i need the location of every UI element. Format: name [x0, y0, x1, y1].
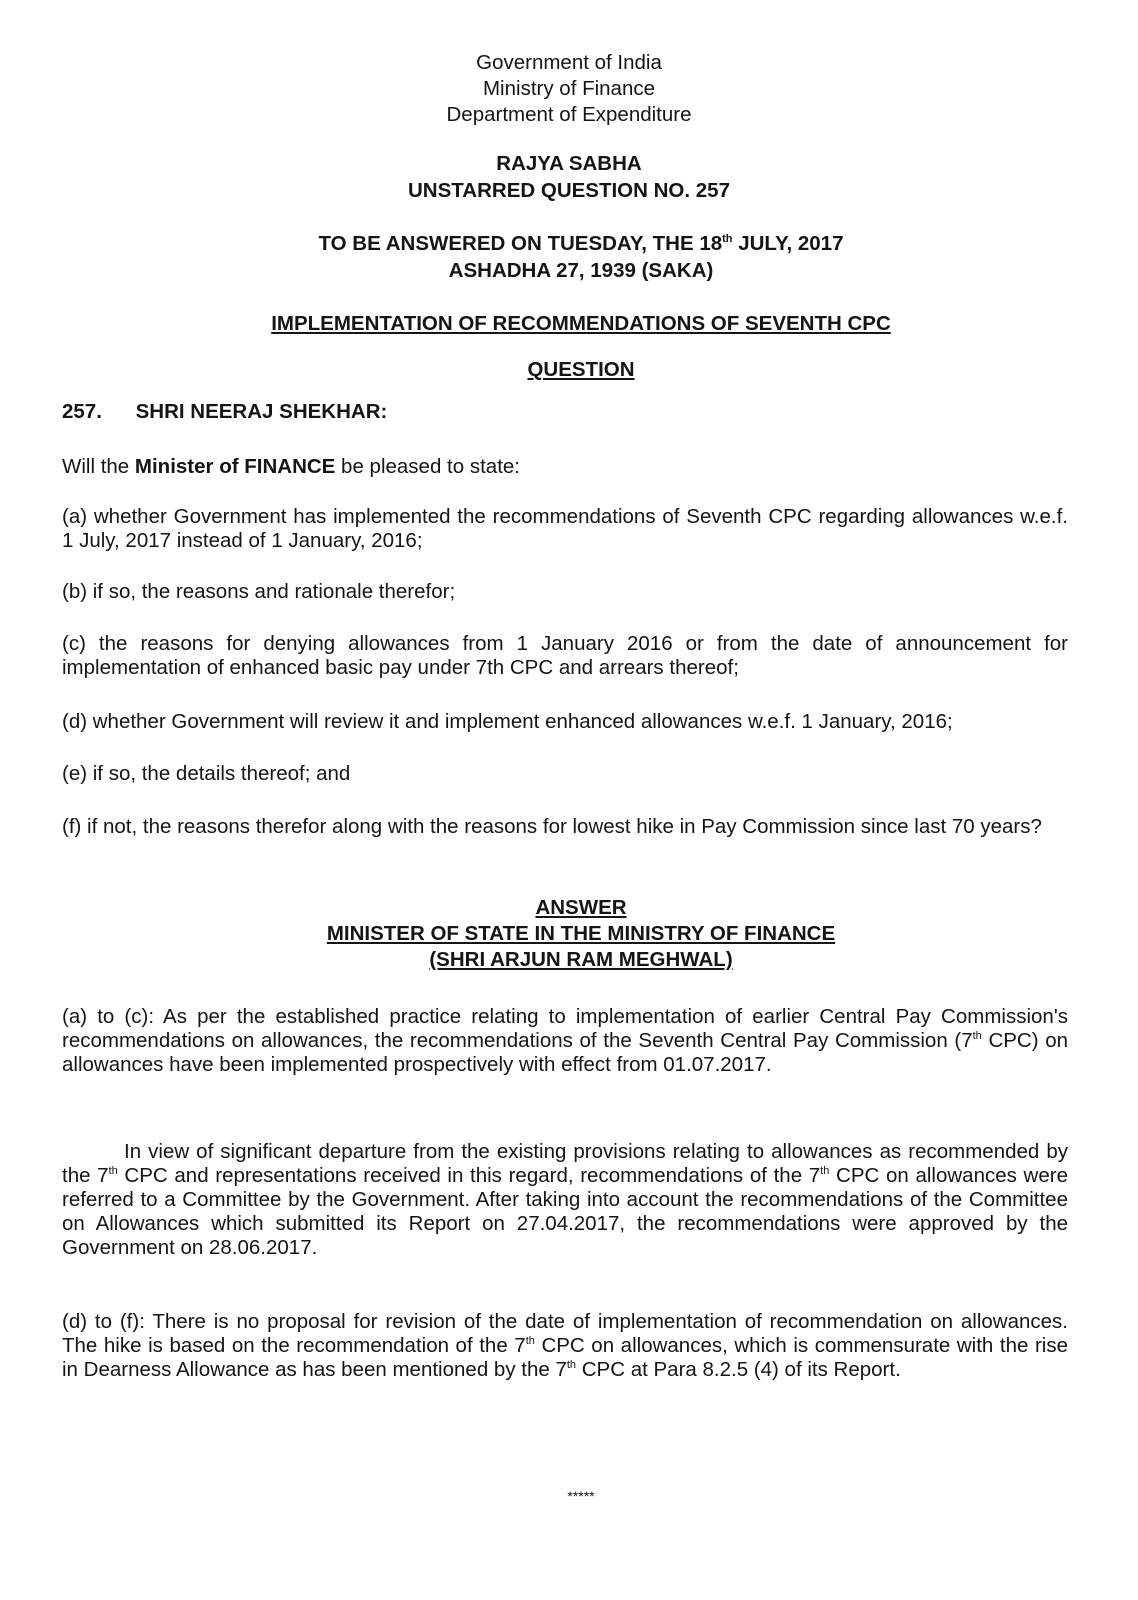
question-b: (b) if so, the reasons and rationale therefor;	[62, 580, 456, 603]
subject: IMPLEMENTATION OF RECOMMENDATIONS OF SEVENTH CPC	[271, 312, 891, 335]
answer-text: In view of significant departure from the existing provisions relating to allowances as recommended by the 7	[62, 1140, 1068, 1187]
question-f: (f) if not, the reasons therefor along with the reasons for lowest hike in Pay Commission since last 70 years?	[62, 815, 1042, 838]
answer-text: CPC at Para 8.2.5 (4) of its Report.	[576, 1358, 901, 1381]
ministry-line: Ministry of Finance	[482, 77, 656, 100]
answer-date	[12, 230, 1138, 284]
answer-text: (d) to (f): There is no proposal for revision of the date of implementation of recommendation on allowances. The hike is based on the recommendation of the 7	[62, 1310, 1068, 1357]
answer-text: (a) to (c): As per the established practice relating to implementation of earlier Central Pay Commission's recommendations on allowances, the recommendations of the Seventh Central Pay Commission (7	[62, 1005, 1068, 1052]
sup: th	[820, 1165, 830, 1178]
answer-committee	[62, 1140, 1068, 1260]
sup: th	[108, 1165, 118, 1178]
govt-line: Government of India	[476, 51, 662, 74]
answer-block-heading	[12, 895, 1138, 973]
sup: th	[525, 1335, 535, 1348]
sup: th	[972, 1030, 982, 1043]
question-heading: QUESTION	[527, 358, 635, 381]
question-c: (c) the reasons for denying allowances from 1 January 2016 or from the date of announcement for implementation of enhanced basic pay under 7th CPC and arrears thereof;	[62, 632, 1068, 679]
house: RAJYA SABHA	[496, 152, 642, 175]
department-line: Department of Expenditure	[446, 103, 692, 126]
sup: th	[566, 1359, 577, 1372]
saka-date: ASHADHA 27, 1939 (SAKA)	[448, 259, 714, 282]
minister-title: MINISTER OF STATE IN THE MINISTRY OF FINANCE	[326, 922, 836, 945]
date-post: JULY, 2017	[732, 232, 844, 255]
intro-bold: Minister of FINANCE	[134, 455, 336, 478]
date-pre: TO BE ANSWERED ON TUESDAY, THE 18	[318, 232, 723, 255]
question-a: (a) whether Government has implemented the recommendations of Seventh CPC regarding allowances w.e.f. 1 July, 2017 instead of 1 January, 2016;	[62, 505, 1068, 552]
answer-a-c	[62, 1005, 1068, 1077]
question-no: UNSTARRED QUESTION NO. 257	[408, 179, 730, 202]
answer-text: CPC and representations received in this regard, recommendations of the 7	[117, 1164, 821, 1187]
member-line	[62, 400, 1068, 424]
answer-text: CPC on allowances were referred to a Committee by the Government. After taking into account the recommendations of the Committee on Allowances which submitted its Report on 27.04.2017, the recommendations were approved by the Government on 28.06.2017.	[62, 1164, 1068, 1259]
question-title	[0, 150, 1138, 204]
answer-text: CPC) on allowances have been implemented prospectively with effect from 01.07.2017.	[62, 1029, 1068, 1076]
minister-name: (SHRI ARJUN RAM MEGHWAL)	[429, 948, 733, 971]
intro-post: be pleased to state:	[335, 455, 520, 478]
intro-pre: Will the	[62, 455, 135, 478]
answer-heading: ANSWER	[535, 896, 627, 919]
date-sup: th	[722, 233, 733, 246]
question-e: (e) if so, the details thereof; and	[62, 762, 351, 785]
member-name: SHRI NEERAJ SHEKHAR:	[135, 400, 388, 423]
answer-text: CPC on allowances, which is commensurate with the rise in Dearness Allowance as has been mentioned by the 7	[62, 1334, 1068, 1381]
question-d: (d) whether Government will review it and implement enhanced allowances w.e.f. 1 January, 2016;	[62, 710, 953, 733]
intro	[62, 455, 1068, 479]
letterhead	[0, 50, 1138, 128]
end-mark: *****	[567, 1488, 595, 1504]
answer-d-f	[62, 1310, 1068, 1382]
question-number: 257.	[62, 400, 102, 423]
